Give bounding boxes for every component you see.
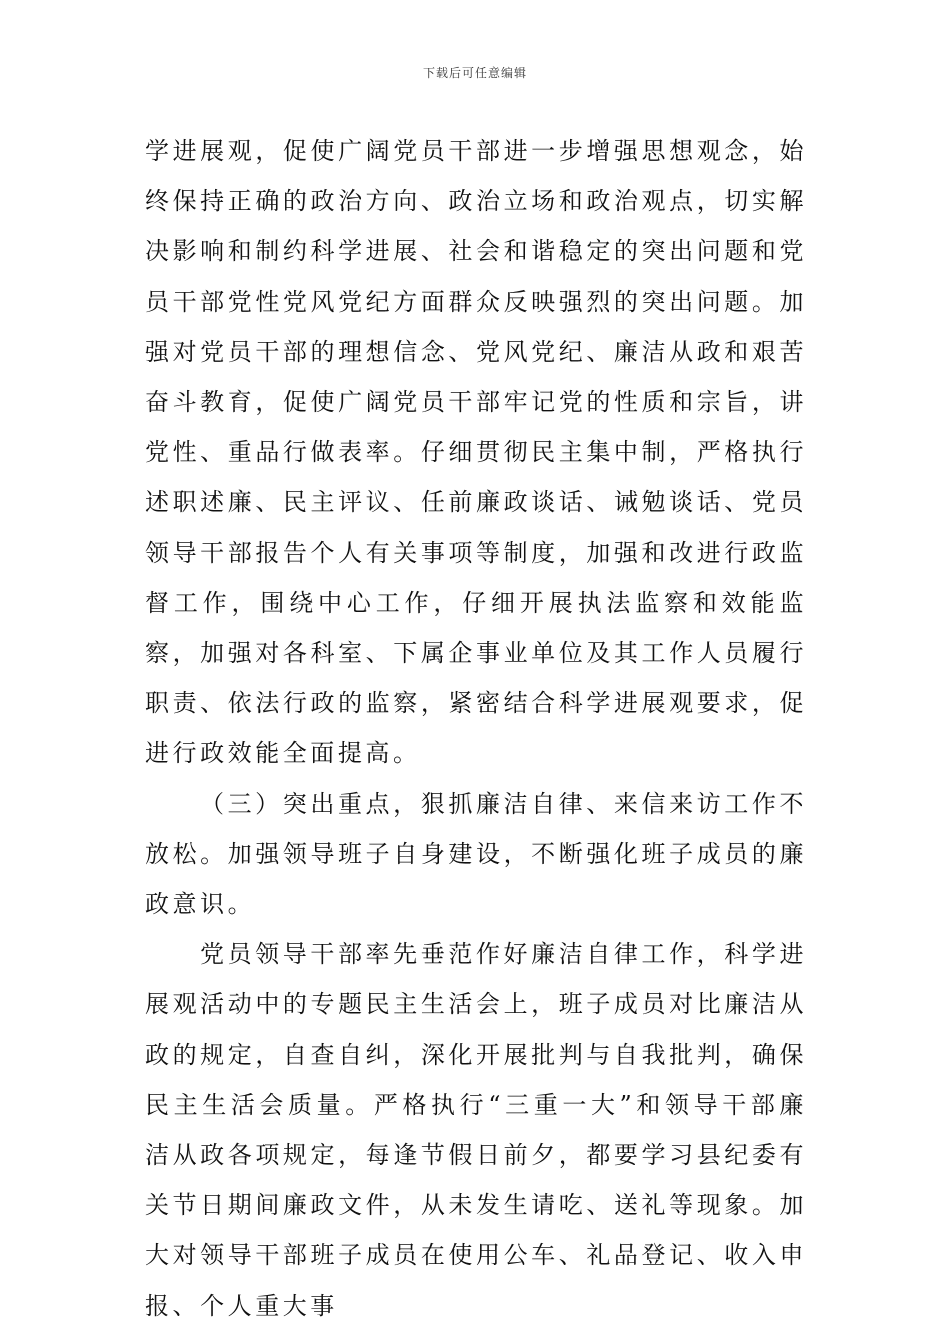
paragraph-self-discipline: 党员领导干部率先垂范作好廉洁自律工作，科学进展观活动中的专题民主生活会上，班子成员对比廉洁从政的规定，自查自纠，深化开展批判与自我批判，确保民主生活会质量。严格执行“三重一大”和领导干部廉洁从政各项规定，每逢节假日前夕，都要学习县纪委有关节日期间廉政文件，从未发生请吃、送礼等现象。加大对领导干部班子成员在使用公车、礼品登记、收入申报、个人重大事 xyxy=(145,940,807,1320)
paragraph-continued: 学进展观，促使广阔党员干部进一步增强思想观念，始终保持正确的政治方向、政治立场和政治观点，切实解决影响和制约科学进展、社会和谐稳定的突出问题和党员干部党性党风党纪方面群众反映强烈的突出问题。加强对党员干部的理想信念、党风党纪、廉洁从政和艰苦奋斗教育，促使广阔党员干部牢记党的性质和宗旨，讲党性、重品行做表率。仔细贯彻民主集中制，严格执行述职述廉、民主评议、任前廉政谈话、诫勉谈话、党员领导干部报告个人有关事项等制度，加强和改进行政监督工作，围绕中心工作，仔细开展执法监察和效能监察，加强对各科室、下属企事业单位及其工作人员履行职责、依法行政的监察，紧密结合科学进展观要求，促进行政效能全面提高。 xyxy=(145,137,807,768)
page-header-note: 下载后可任意编辑 xyxy=(422,66,527,80)
document-body xyxy=(145,126,807,1331)
paragraph-section-three: （三）突出重点，狠抓廉洁自律、来信来访工作不放松。加强领导班子自身建设，不断强化班子成员的廉政意识。 xyxy=(145,789,807,919)
